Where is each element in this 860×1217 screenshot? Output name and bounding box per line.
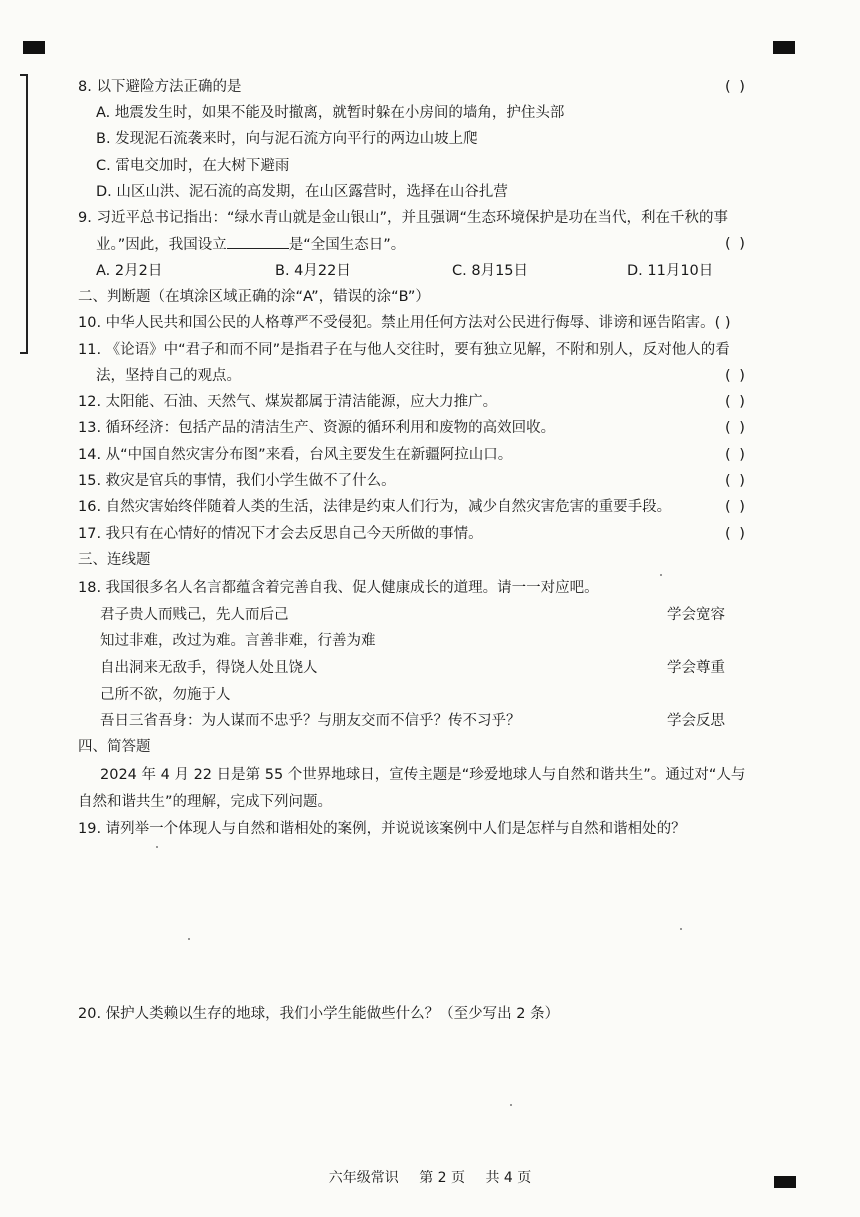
q8-option-b: B. 发现泥石流袭来时，向与泥石流方向平行的两边山坡上爬 xyxy=(96,131,478,147)
scan-speck xyxy=(510,1104,512,1106)
q18-right-item-1[interactable]: 学会宽容 xyxy=(667,607,725,623)
scan-speck xyxy=(156,846,158,848)
q17-answer-paren[interactable]: ( ) xyxy=(725,526,747,542)
q12-answer-paren[interactable]: ( ) xyxy=(725,394,747,410)
q18-left-item-2[interactable]: 知过非难，改过为难。言善非难，行善为难 xyxy=(100,633,376,649)
q20-answer-area[interactable] xyxy=(78,1030,798,1155)
q19-answer-area[interactable] xyxy=(78,845,798,1000)
registration-mark-top-right xyxy=(773,41,795,54)
binding-tick-bottom xyxy=(20,352,28,354)
q16-answer-paren[interactable]: ( ) xyxy=(725,499,747,515)
scan-speck xyxy=(660,574,662,576)
q17-statement: 17. 我只有在心情好的情况下才会去反思自己今天所做的事情。 xyxy=(78,526,483,542)
q18-stem: 18. 我国很多名人名言都蕴含着完善自我、促人健康成长的道理。请一一对应吧。 xyxy=(78,580,599,596)
q18-left-item-4[interactable]: 己所不欲，勿施于人 xyxy=(100,687,231,703)
q13-statement: 13. 循环经济：包括产品的清洁生产、资源的循环利用和废物的高效回收。 xyxy=(78,420,556,436)
q13-answer-paren[interactable]: ( ) xyxy=(725,420,747,436)
q9-answer-paren[interactable]: ( ) xyxy=(725,236,747,252)
q9-stem-line2-post: 是“全国生态日”。 xyxy=(288,237,406,253)
q9-option-a: A. 2月2日 xyxy=(96,263,163,279)
q16-statement: 16. 自然灾害始终伴随着人类的生活，法律是约束人们行为，减少自然灾害危害的重要手段。 xyxy=(78,499,672,515)
section-4-intro-line2: 自然和谐共生”的理解，完成下列问题。 xyxy=(78,794,333,810)
section-4-intro-line1: 2024 年 4 月 22 日是第 55 个世界地球日，宣传主题是“珍爱地球人与自然和谐共生”。通过对“人与 xyxy=(100,767,746,783)
q15-statement: 15. 救灾是官兵的事情，我们小学生做不了什么。 xyxy=(78,473,396,489)
section-3-title: 三、连线题 xyxy=(78,552,151,568)
q11-answer-paren[interactable]: ( ) xyxy=(725,368,747,384)
q18-right-item-2[interactable]: 学会尊重 xyxy=(667,660,725,676)
q18-left-item-1[interactable]: 君子贵人而贱己，先人而后己 xyxy=(100,607,289,623)
q14-answer-paren[interactable]: ( ) xyxy=(725,447,747,463)
q8-stem: 8. 以下避险方法正确的是 xyxy=(78,79,242,95)
scan-speck xyxy=(188,938,190,940)
q10-statement: 10. 中华人民共和国公民的人格尊严不受侵犯。禁止用任何方法对公民进行侮辱、诽谤和诬告陷害。( ) xyxy=(78,315,731,331)
q18-left-item-5[interactable]: 吾日三省吾身：为人谋而不忠乎？与朋友交而不信乎？传不习乎？ xyxy=(100,713,521,729)
page-footer xyxy=(0,1168,860,1188)
footer-page-number: 第 2 页 xyxy=(419,1170,465,1186)
q8-option-c: C. 雷电交加时，在大树下避雨 xyxy=(96,158,290,174)
q8-option-a: A. 地震发生时，如果不能及时撤离，就暂时躲在小房间的墙角，护住头部 xyxy=(96,105,565,121)
q8-option-d: D. 山区山洪、泥石流的高发期，在山区露营时，选择在山谷扎营 xyxy=(96,184,508,200)
q9-option-d: D. 11月10日 xyxy=(627,263,714,279)
q18-left-item-3[interactable]: 自出洞来无敌手，得饶人处且饶人 xyxy=(100,660,318,676)
scan-speck xyxy=(680,928,682,930)
q19-question: 19. 请列举一个体现人与自然和谐相处的案例，并说说该案例中人们是怎样与自然和谐相处的？ xyxy=(78,821,686,837)
section-4-title: 四、简答题 xyxy=(78,739,151,755)
q11-statement-line2: 法，坚持自己的观点。 xyxy=(96,368,241,384)
q9-stem-line2 xyxy=(96,234,405,255)
registration-mark-top-left xyxy=(23,41,45,54)
section-2-title: 二、判断题（在填涂区域正确的涂“A”，错误的涂“B”） xyxy=(78,289,430,305)
q9-option-c: C. 8月15日 xyxy=(452,263,529,279)
footer-subject: 六年级常识 xyxy=(328,1170,399,1186)
q12-statement: 12. 太阳能、石油、天然气、煤炭都属于清洁能源，应大力推广。 xyxy=(78,394,498,410)
q11-statement-line1: 11. 《论语》中“君子和而不同”是指君子在与他人交往时，要有独立见解，不附和别人，反对他人的看 xyxy=(78,342,730,358)
q9-option-b: B. 4月22日 xyxy=(275,263,351,279)
q14-statement: 14. 从“中国自然灾害分布图”来看，台风主要发生在新疆阿拉山口。 xyxy=(78,447,513,463)
q15-answer-paren[interactable]: ( ) xyxy=(725,473,747,489)
q9-stem-line2-pre: 业。”因此，我国设立 xyxy=(96,237,227,253)
footer-total-pages: 共 4 页 xyxy=(485,1170,532,1186)
binding-line xyxy=(26,74,28,354)
q20-question: 20. 保护人类赖以生存的地球，我们小学生能做些什么？（至少写出 2 条） xyxy=(78,1006,560,1022)
q8-answer-paren[interactable]: ( ) xyxy=(725,79,747,95)
q9-fill-blank[interactable] xyxy=(227,234,289,249)
q18-right-item-3[interactable]: 学会反思 xyxy=(667,713,725,729)
q9-stem-line1: 9. 习近平总书记指出：“绿水青山就是金山银山”，并且强调“生态环境保护是功在当代，利在千秋的事 xyxy=(78,210,728,226)
